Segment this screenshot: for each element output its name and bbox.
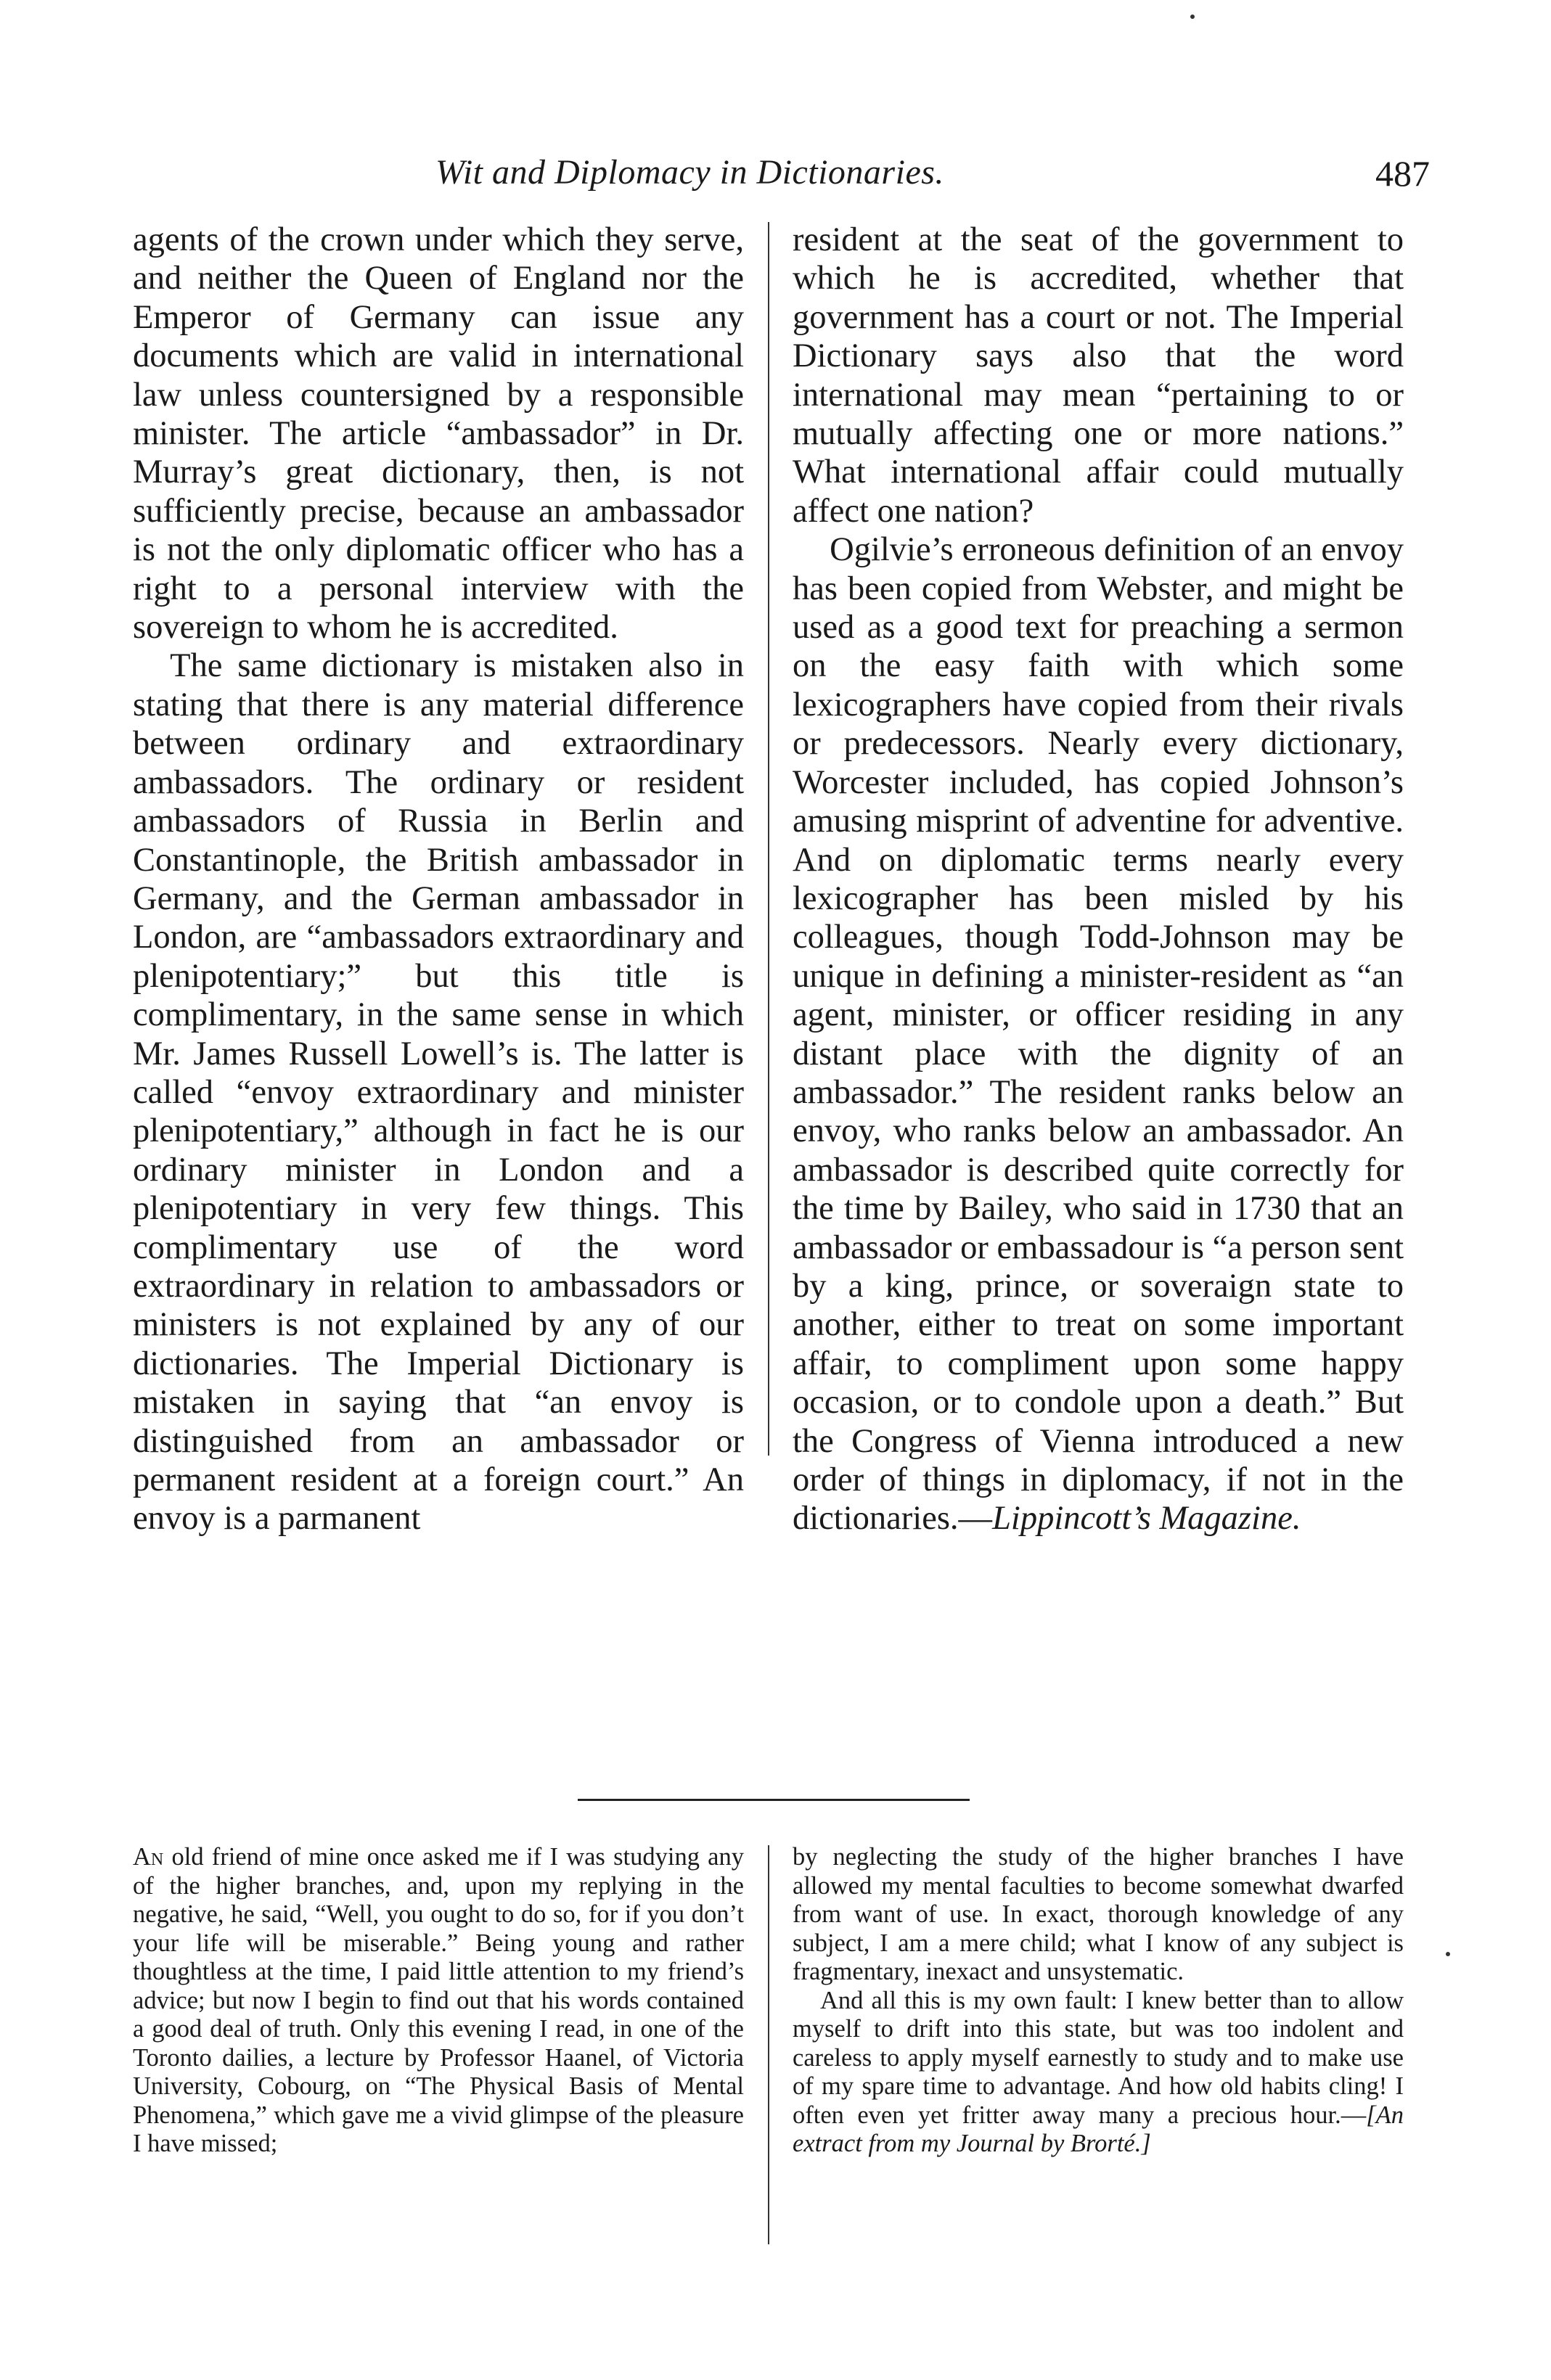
column-divider (768, 222, 769, 1456)
article-one-right-column (793, 221, 1404, 1538)
paragraph (793, 1987, 1404, 2159)
paragraph: resident at the seat of the government to which he is accredited, whether that government has a court or not. The Imperial Dictionary says also that the word international may mean “pertaining to or mutually affecting one or more nations.” What international affair could mutually affect one nation? (793, 221, 1404, 530)
paragraph (133, 1843, 744, 2159)
paragraph: agents of the crown under which they serve, and neither the Queen of England nor the Emperor of Germany can issue any documents which are valid in international law unless countersigned by a responsible minister. The article “ambassador” in Dr. Murray’s great dictionary, then, is not sufficiently precise, because an ambassador is not the only diplomatic officer who has a right to a personal interview with the sovereign to whom he is accredited. (133, 221, 744, 647)
paragraph (793, 530, 1404, 1538)
column-divider (768, 1845, 769, 2244)
paragraph-text: And all this is my own fault: I knew better than to allow myself to drift into this state, but was too indolent and careless to apply myself earnestly to study and to make use of my spare time to advantage. And how old habits cling! I often even yet fritter away many a precious hour.— (793, 1986, 1404, 2129)
article-one-left-column (133, 221, 744, 1538)
paragraph: The same dictionary is mistaken also in stating that there is any material difference between ordinary and extraordinary ambassadors. The ordinary or resident ambassadors of Russia in Berlin and Constantinople, the British ambassador in Germany, and the German ambassador in London, are “ambassadors extraordinary and plenipotentiary;” but this title is complimentary, in the same sense in which Mr. James Russell Lowell’s is. The latter is called “envoy extraordinary and minister plenipotentiary,” although in fact he is our ordinary minister in London and a plenipotentiary in very few things. This complimentary use of the word extraordinary in relation to ambassadors or ministers is not explained by any of our dictionaries. The Imperial Dictionary is mistaken in saying that “an envoy is distinguished from an ambassador or permanent resident at a foreign court.” An envoy is a parmanent (133, 647, 744, 1538)
print-speck (1190, 15, 1195, 19)
section-divider (578, 1799, 970, 1801)
paragraph-text: Ogilvie’s erroneous definition of an envoy has been copied from Webster, and might be used as a good text for preaching a sermon on the easy faith with which some lexicographers have copied from their rivals or predecessors. Nearly every dictionary, Worcester included, has copied Johnson’s amusing misprint of adventine for adventive. And on diplomatic terms nearly every lexicographer has been misled by his colleagues, though Todd-Johnson may be unique in defining a minister-resident as “an agent, minister, or officer residing in any distant place with the dignity of an ambassador.” The resident ranks below an envoy, who ranks below an ambassador. An ambassador is described quite correctly for the time by Bailey, who said in 1730 that an ambassador or embassadour is “a person sent by a king, prince, or soveraign state to another, either to treat on some important affair, to compliment upon some happy occasion, or to condole upon a death.” But the Congress of Vienna introduced a new order of things in diplomacy, if not in the dictionaries.— (793, 531, 1404, 1538)
paragraph: by neglecting the study of the higher branches I have allowed my mental faculties to become somewhat dwarfed from want of use. In exact, thorough knowledge of any subject, I am a mere child; what I know of any subject is fragmentary, inexact and unsystematic. (793, 1843, 1404, 1985)
article-two-right-column (793, 1843, 1404, 2159)
paragraph-text: old friend of mine once asked me if I was studying any of the higher branches, and, upon my replying in the negative, he said, “Well, you ought to do so, for if you don’t your life will be miserable.” Being young and rather thoughtless at the time, I paid little attention to my friend’s advice; but now I begin to find out that his words contained a good deal of truth. Only this evening I read, in one of the Toronto dailies, a lecture by Professor Haanel, of Victoria University, Cobourg, on “The Physical Basis of Mental Phenomena,” which gave me a vivid glimpse of the pleasure I have missed; (133, 1843, 744, 2157)
dropcap-word: An (133, 1843, 164, 1871)
print-speck (1446, 1952, 1450, 1956)
source-citation: Lippincott’s Magazine. (992, 1500, 1301, 1538)
source-citation: [An extract from my Journal by Brorté.] (793, 2101, 1404, 2157)
page-number: 487 (1375, 153, 1430, 194)
article-two-left-column (133, 1843, 744, 2159)
page-header (123, 152, 1430, 210)
running-title: Wit and Diplomacy in Dictionaries. (435, 153, 944, 192)
